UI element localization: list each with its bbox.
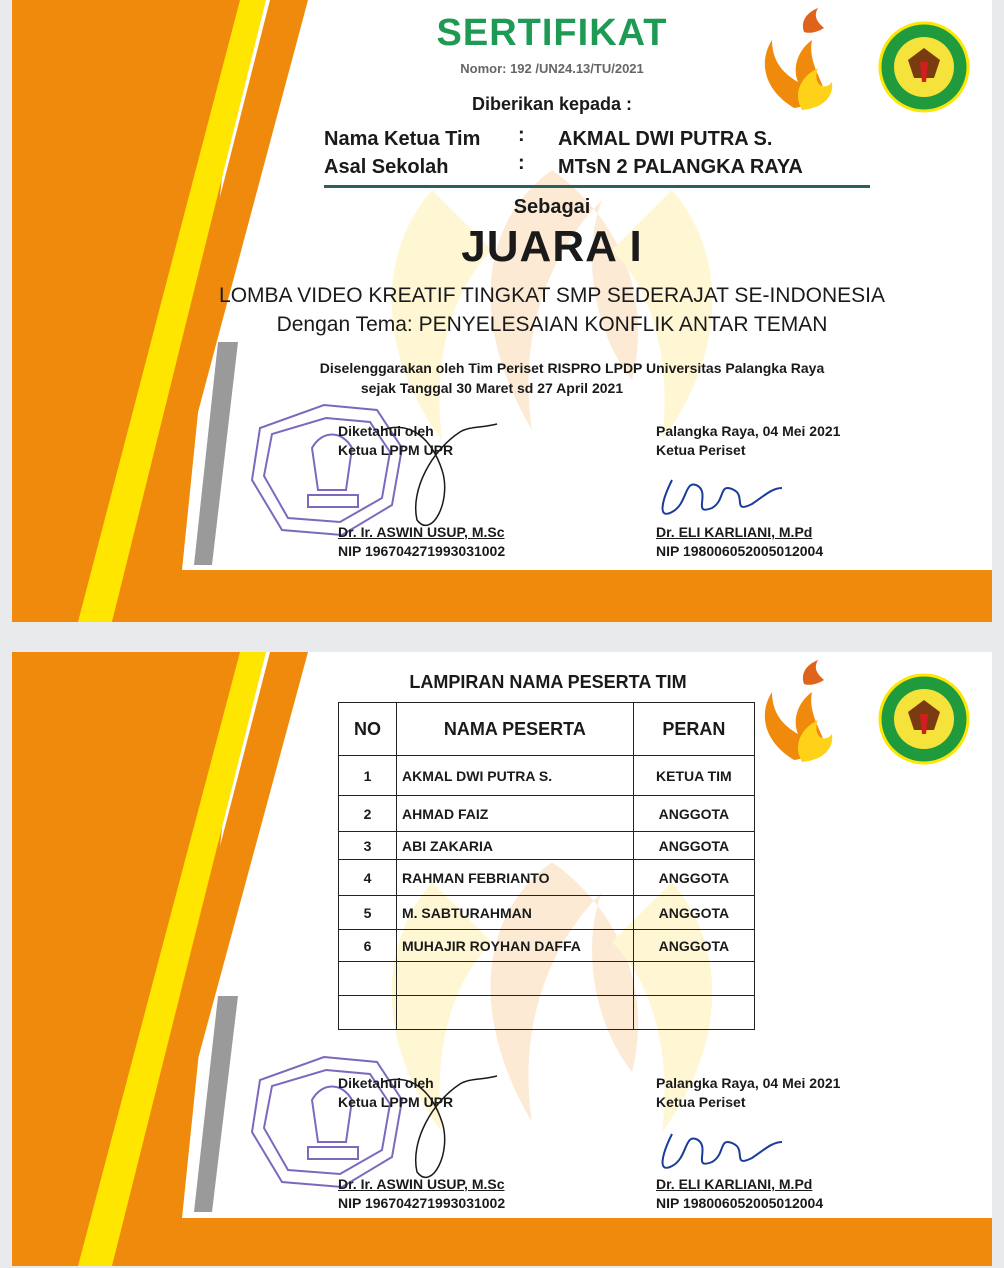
given-to-label: Diberikan kepada : <box>471 94 633 114</box>
team-leader-label: Nama Ketua Tim <box>324 128 481 150</box>
organizer-text: Diselenggarakan oleh Tim Periset RISPRO LPDP Universitas Palangka Raya <box>319 360 825 376</box>
cell-no: 6 <box>339 930 397 962</box>
cell-nama <box>396 962 633 996</box>
column-header-no: NO <box>339 703 397 756</box>
cell-no: 2 <box>339 796 397 832</box>
right-signer-nip: NIP 198006052005012004 <box>656 1195 824 1211</box>
cell-nama: AKMAL DWI PUTRA S. <box>396 756 633 796</box>
table-row <box>339 832 755 860</box>
table-row <box>339 962 755 996</box>
cell-nama: RAHMAN FEBRIANTO <box>396 860 633 896</box>
colon-name: : <box>518 124 525 146</box>
right-signer-name: Dr. ELI KARLIANI, M.Pd <box>656 524 813 540</box>
cell-nama <box>396 996 633 1030</box>
right-signer-role: Ketua Periset <box>656 442 746 458</box>
certificate-title: SERTIFIKAT <box>436 12 668 54</box>
table-row <box>339 860 755 896</box>
cell-no: 1 <box>339 756 397 796</box>
right-place-date: Palangka Raya, 04 Mei 2021 <box>656 1075 841 1091</box>
left-signer-role1: Diketahui oleh <box>338 423 434 439</box>
left-signer-nip: NIP 196704271993031002 <box>338 543 506 559</box>
table-row <box>339 930 755 962</box>
table-row <box>339 796 755 832</box>
cell-no <box>339 962 397 996</box>
table-row <box>339 756 755 796</box>
period-text: sejak Tanggal 30 Maret sd 27 April 2021 <box>360 380 624 396</box>
school-label: Asal Sekolah <box>324 156 449 178</box>
cell-no <box>339 996 397 1030</box>
competition-theme: Dengan Tema: PENYELESAIAN KONFLIK ANTAR TEMAN <box>276 313 828 336</box>
table-header-row <box>339 703 755 756</box>
appendix-page <box>12 652 992 1266</box>
flame-logo-icon <box>765 8 832 110</box>
cell-peran: ANGGOTA <box>633 896 754 930</box>
cell-nama: M. SABTURAHMAN <box>396 896 633 930</box>
cell-peran: ANGGOTA <box>633 796 754 832</box>
participant-table <box>338 702 755 1030</box>
competition-name: LOMBA VIDEO KREATIF TINGKAT SMP SEDERAJAT SE-INDONESIA <box>219 284 885 307</box>
colon-school: : <box>518 152 525 174</box>
right-signer-nip: NIP 198006052005012004 <box>656 543 824 559</box>
right-signature-icon <box>663 480 782 514</box>
left-signer-nip: NIP 196704271993031002 <box>338 1195 506 1211</box>
university-seal-icon <box>880 675 968 763</box>
cell-nama: AHMAD FAIZ <box>396 796 633 832</box>
cell-peran <box>633 996 754 1030</box>
cell-no: 4 <box>339 860 397 896</box>
award-title: JUARA I <box>461 222 643 271</box>
certificate-page <box>12 0 992 622</box>
appendix-title: LAMPIRAN NAMA PESERTA TIM <box>409 672 687 692</box>
left-signature-icon <box>382 424 497 525</box>
left-signer-role2: Ketua LPPM UPR <box>338 442 454 458</box>
cell-peran: KETUA TIM <box>633 756 754 796</box>
column-header-peran: PERAN <box>633 703 754 756</box>
left-signer-role1: Diketahui oleh <box>338 1075 434 1091</box>
cell-peran: ANGGOTA <box>633 930 754 962</box>
table-row <box>339 896 755 930</box>
right-signer-name: Dr. ELI KARLIANI, M.Pd <box>656 1176 813 1192</box>
certificate-number: Nomor: 192 /UN24.13/TU/2021 <box>460 61 644 76</box>
right-place-date: Palangka Raya, 04 Mei 2021 <box>656 423 841 439</box>
cell-peran: ANGGOTA <box>633 860 754 896</box>
cell-peran <box>633 962 754 996</box>
as-label: Sebagai <box>513 196 591 218</box>
left-signer-name: Dr. Ir. ASWIN USUP, M.Sc <box>338 1176 505 1192</box>
right-signature-icon <box>663 1134 782 1168</box>
divider-line <box>324 185 870 188</box>
cell-no: 3 <box>339 832 397 860</box>
team-leader-value: AKMAL DWI PUTRA S. <box>558 128 773 150</box>
cell-peran: ANGGOTA <box>633 832 754 860</box>
flame-logo-icon <box>765 660 832 762</box>
right-signer-role: Ketua Periset <box>656 1094 746 1110</box>
university-seal-icon <box>880 23 968 111</box>
column-header-nama: NAMA PESERTA <box>396 703 633 756</box>
cell-no: 5 <box>339 896 397 930</box>
left-signer-name: Dr. Ir. ASWIN USUP, M.Sc <box>338 524 505 540</box>
cell-nama: ABI ZAKARIA <box>396 832 633 860</box>
table-row <box>339 996 755 1030</box>
left-signer-role2: Ketua LPPM UPR <box>338 1094 454 1110</box>
school-value: MTsN 2 PALANGKA RAYA <box>558 156 803 178</box>
cell-nama: MUHAJIR ROYHAN DAFFA <box>396 930 633 962</box>
